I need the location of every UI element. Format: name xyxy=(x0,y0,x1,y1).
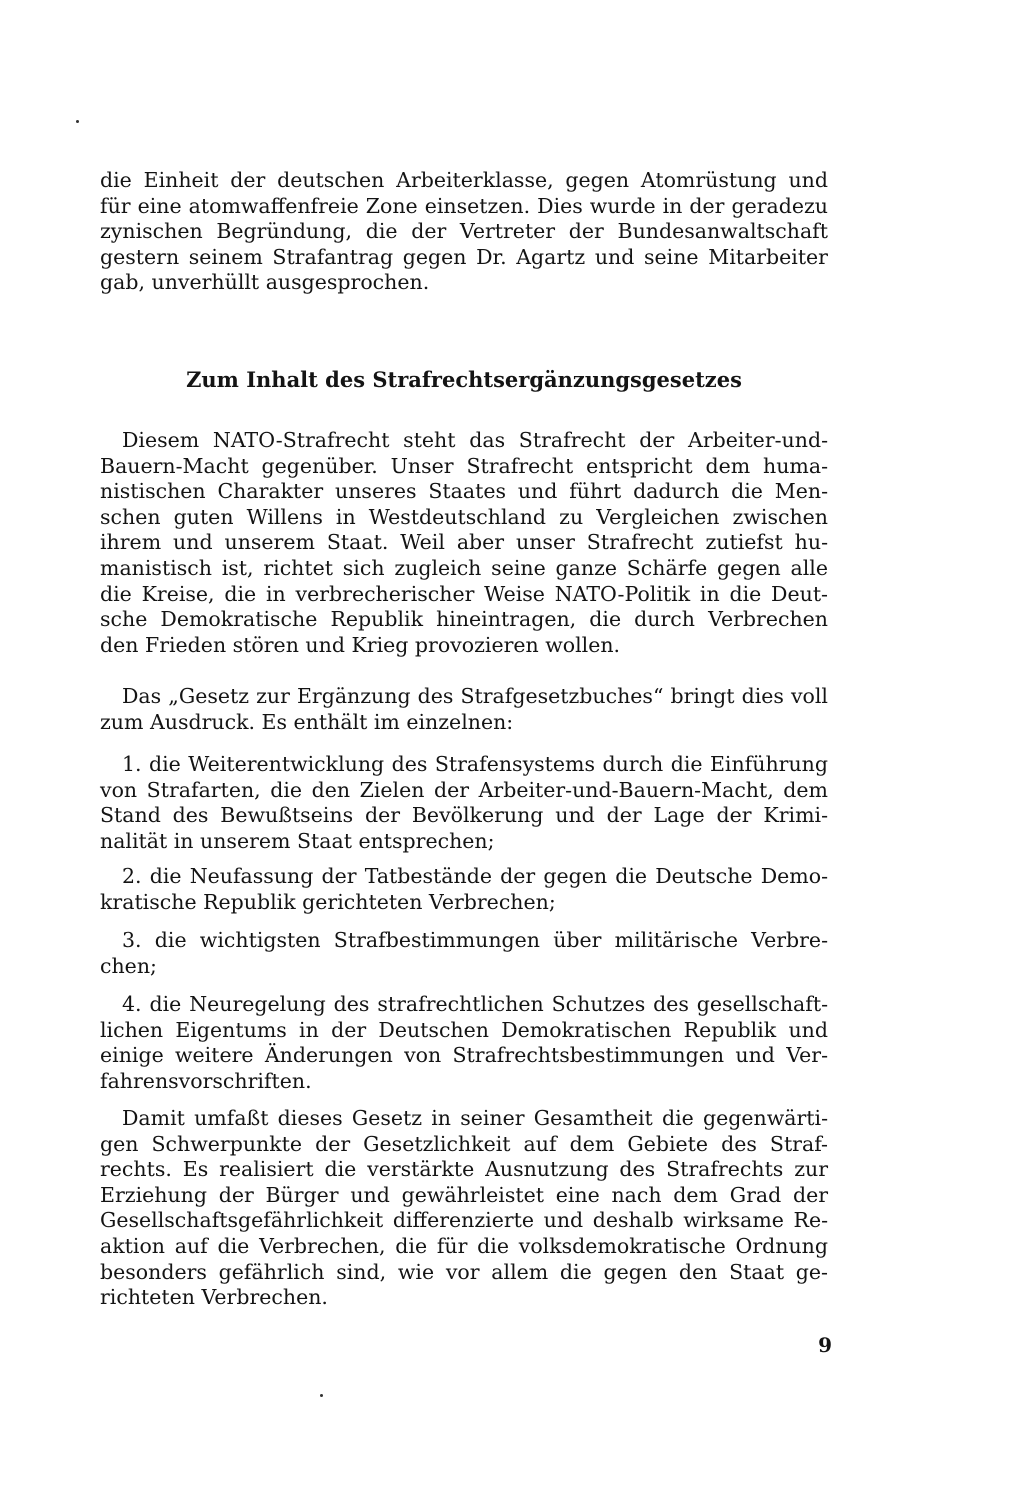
text-line: sche Demokratische Republik hineintragen, die durch Verbrechen xyxy=(100,607,828,632)
text-line: chen; xyxy=(100,953,157,978)
text-line: zynischen Begründung, die der Vertreter der Bundesanwaltschaft xyxy=(100,219,828,244)
text-line: den Frieden stören und Krieg provozieren wollen. xyxy=(100,632,621,657)
text-line: Stand des Bewußtseins der Bevölkerung und der Lage der Krimi- xyxy=(100,803,828,828)
text-line: Bauern-Macht gegenüber. Unser Strafrecht entspricht dem huma- xyxy=(100,453,828,478)
text-line: Das „Gesetz zur Ergänzung des Strafgesetzbuches“ bringt dies voll xyxy=(122,684,828,708)
print-speck xyxy=(76,120,79,123)
text-line: aktion auf die Verbrechen, die für die volksdemokratische Ordnung xyxy=(100,1233,828,1258)
paragraph-law-summary xyxy=(100,684,828,735)
text-line: 4. die Neuregelung des strafrechtlichen Schutzes des gesellschaft- xyxy=(122,992,828,1016)
print-speck xyxy=(320,1394,323,1397)
text-line: gab, unverhüllt ausgesprochen. xyxy=(100,270,430,295)
text-line: von Strafarten, die den Zielen der Arbeiter-und-Bauern-Macht, dem xyxy=(100,777,828,802)
text-line: Erziehung der Bürger und gewährleistet eine nach dem Grad der xyxy=(100,1182,828,1207)
text-line: gen Schwerpunkte der Gesetzlichkeit auf dem Gebiete des Straf- xyxy=(100,1131,828,1156)
text-line: einige weitere Änderungen von Strafrechtsbestimmungen und Ver- xyxy=(100,1043,828,1068)
text-line: gestern seinem Strafantrag gegen Dr. Agartz und seine Mitarbeiter xyxy=(100,244,828,269)
list-item-1 xyxy=(100,752,828,854)
text-line: Diesem NATO-Strafrecht steht das Strafrecht der Arbeiter-und- xyxy=(122,428,828,452)
text-line: fahrensvorschriften. xyxy=(100,1068,312,1093)
text-line: nalität in unserem Staat entsprechen; xyxy=(100,828,495,853)
text-line: manistisch ist, richtet sich zugleich seine ganze Schärfe gegen alle xyxy=(100,555,828,580)
text-line: die Kreise, die in verbrecherischer Weise NATO-Politik in die Deut- xyxy=(100,581,828,606)
text-line: die Einheit der deutschen Arbeiterklasse, gegen Atomrüstung und xyxy=(100,168,828,192)
text-line: kratische Republik gerichteten Verbrechen; xyxy=(100,889,556,914)
text-line: 1. die Weiterentwicklung des Strafensystems durch die Einführung xyxy=(122,752,828,776)
text-line: für eine atomwaffenfreie Zone einsetzen. Dies wurde in der geradezu xyxy=(100,193,828,218)
paragraph-nato-law xyxy=(100,428,828,658)
text-line: schen guten Willens in Westdeutschland zu Vergleichen zwischen xyxy=(100,504,828,529)
text-line: nistischen Charakter unseres Staates und führt dadurch die Men- xyxy=(100,479,828,504)
text-line: 3. die wichtigsten Strafbestimmungen über militärische Verbre- xyxy=(122,928,828,952)
list-item-2 xyxy=(100,864,828,915)
paragraph-conclusion xyxy=(100,1106,828,1311)
section-heading: Zum Inhalt des Strafrechtsergänzungsgesetzes xyxy=(186,367,742,392)
text-line: zum Ausdruck. Es enthält im einzelnen: xyxy=(100,709,514,734)
text-line: rechts. Es realisiert die verstärkte Ausnutzung des Strafrechts zur xyxy=(100,1157,828,1182)
page-number: 9 xyxy=(818,1333,832,1357)
paragraph-intro xyxy=(100,168,828,296)
text-line: 2. die Neufassung der Tatbestände der gegen die Deutsche Demo- xyxy=(122,864,828,888)
text-line: Damit umfaßt dieses Gesetz in seiner Gesamtheit die gegenwärti- xyxy=(122,1106,828,1130)
text-line: ihrem und unserem Staat. Weil aber unser Strafrecht zutiefst hu- xyxy=(100,530,828,555)
list-item-4 xyxy=(100,992,828,1094)
list-item-3 xyxy=(100,928,828,979)
text-line: besonders gefährlich sind, wie vor allem die gegen den Staat ge- xyxy=(100,1259,828,1284)
text-line: richteten Verbrechen. xyxy=(100,1285,328,1310)
text-line: Gesellschaftsgefährlichkeit differenzierte und deshalb wirksame Re- xyxy=(100,1208,828,1233)
text-line: lichen Eigentums in der Deutschen Demokratischen Republik und xyxy=(100,1017,828,1042)
